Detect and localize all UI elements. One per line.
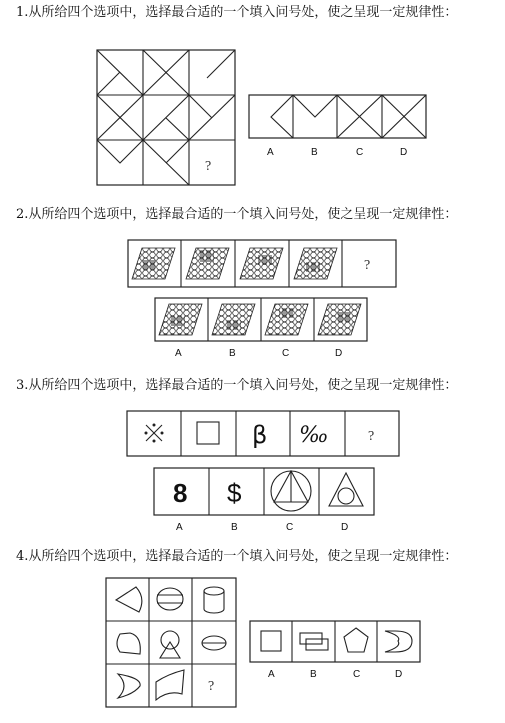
q2-options [155,298,367,359]
q1-grid [97,50,235,185]
q4-grid [106,578,236,707]
q4-option-c-label: C [353,669,361,680]
q2-option-a-label: A [175,348,182,359]
q3-question-mark: ? [368,429,375,444]
q3-option-d-label: D [341,522,349,533]
question-3-svg [127,411,407,536]
q1-question-mark: ? [205,159,212,174]
q2-option-d-label: D [335,348,343,359]
q4-option-b-label: B [310,669,317,680]
q1-option-c-label: C [356,147,364,158]
q2-option-b-label: B [229,348,236,359]
q3-option-b-label: B [231,522,238,533]
q3-sequence [127,411,399,456]
q3-option-c-label: C [286,522,294,533]
q3-options [154,468,374,533]
question-1-text: 1.从所给四个选项中，选择最合适的一个填入问号处，使之呈现一定规律性： [16,5,458,20]
question-1-svg [97,50,437,190]
question-1-figure [97,50,437,190]
question-4-figure [106,578,426,713]
q3-permille-symbol: ‰ [299,423,329,448]
q3-reference-mark-icon [145,424,164,443]
q4-option-d-label: D [395,669,403,680]
question-2-text: 2.从所给四个选项中，选择最合适的一个填入问号处，使之呈现一定规律性： [16,207,458,222]
q4-options [250,621,420,680]
question-2-figure [128,240,398,365]
q2-sequence [128,240,396,287]
q3-option-a-eight: 8 [173,478,188,508]
q1-option-a-label: A [267,147,274,158]
question-3-text: 3.从所给四个选项中，选择最合适的一个填入问号处，使之呈现一定规律性： [16,378,458,393]
q4-option-a-label: A [268,669,275,680]
q2-option-c-label: C [282,348,290,359]
q1-option-d-label: D [400,147,408,158]
q3-option-b-dollar: $ [227,478,242,508]
q3-beta-symbol: β [252,421,268,449]
question-4-text: 4.从所给四个选项中，选择最合适的一个填入问号处，使之呈现一定规律性： [16,549,458,564]
q3-option-a-label: A [176,522,183,533]
question-4-svg [106,578,426,713]
question-2-svg [128,240,398,365]
q1-options [249,95,426,158]
question-3-figure [127,411,407,536]
q2-question-mark: ? [364,258,371,273]
q1-option-b-label: B [311,147,318,158]
q4-question-mark: ? [208,679,215,694]
